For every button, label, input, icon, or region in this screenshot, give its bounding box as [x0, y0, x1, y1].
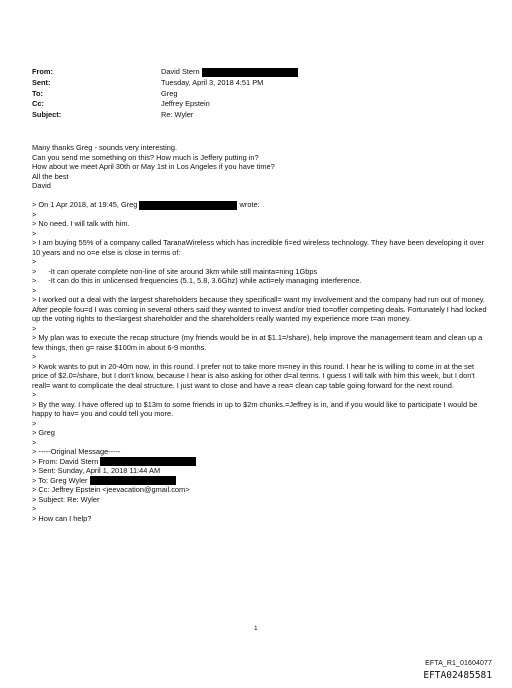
redaction-bar [100, 457, 196, 466]
sent-value: Tuesday, April 3, 2018 4:51 PM [161, 77, 264, 87]
body-line: Can you send me something on this? How much is Jeffery putting in? [32, 152, 259, 162]
quote-marker: > [32, 418, 37, 428]
cc-row [32, 99, 298, 110]
quote-header-wrote: wrote: [239, 200, 260, 209]
quoted-header-line [32, 457, 488, 467]
quoted-line: > No need. I will talk with him. [32, 219, 130, 229]
body-line: Many thanks Greg - sounds very interesting. [32, 143, 178, 152]
quote-marker: > [32, 228, 37, 238]
quote-marker: > [32, 285, 37, 295]
redaction-bar [90, 476, 176, 485]
signature: David [32, 181, 51, 190]
quoted-paragraph: > I worked out a deal with the largest shareholders because they specificall= want my involvement and the company had run out of money. After people fou=d I was coming in several others said they wanted to invest and/or tried to=offer competing deals. Fortunately I had locked up the voting rights to the=largest shareholder and the shareholders really wanted my experience more t=an money. [32, 295, 487, 324]
subject-label: Subject: [32, 110, 62, 120]
redaction-bar [139, 201, 237, 210]
quote-marker: > [32, 323, 37, 333]
page-number: 1 [254, 625, 258, 632]
bullet-text: -It can do this in unlicensed frequencies (5.1, 5.8, 3.6Ghz) while acti=ely managing interference. [48, 276, 362, 286]
quote-marker: > [32, 209, 37, 219]
body-line: All the best [32, 171, 69, 181]
quote-marker: > [32, 257, 37, 267]
redaction-bar [202, 68, 298, 77]
quoted-line: > Greg [32, 428, 55, 438]
subject-row [32, 110, 298, 121]
quoted-header-line: > Subject: Re: Wyler [32, 494, 100, 504]
quote-marker: > [32, 276, 37, 286]
body-line: How about we meet April 30th or May 1st in Los Angeles if you have time? [32, 162, 275, 171]
quote-marker: > [32, 352, 37, 362]
bullet-line [32, 267, 488, 277]
quote-marker: > [32, 390, 37, 400]
cc-value: Jeffrey Epstein [161, 99, 210, 109]
to-value: Greg [161, 88, 178, 98]
cc-label: Cc: [32, 99, 44, 109]
quote-header [32, 200, 488, 210]
bullet-line [32, 276, 488, 286]
sent-row [32, 78, 298, 89]
from-value: David Stern [161, 67, 200, 76]
quoted-line: > How can I help? [32, 513, 92, 523]
quote-marker: > [32, 437, 37, 447]
quote-marker: > [32, 504, 37, 514]
email-body [32, 143, 488, 523]
from-label: From: [32, 67, 53, 76]
to-label: To: [32, 88, 43, 98]
bates-number-small: EFTA_R1_01604077 [425, 660, 492, 667]
to-row [32, 89, 298, 100]
quoted-from: > From: David Stern [32, 456, 99, 466]
quoted-header-line: > Cc: Jeffrey Epstein <jeevacation@gmail.com> [32, 485, 190, 495]
email-header [32, 67, 298, 121]
original-message-separator: > -----Original Message----- [32, 447, 121, 457]
quoted-header-line: > Sent: Sunday, April 1, 2018 11:44 AM [32, 466, 161, 476]
sent-label: Sent: [32, 77, 51, 87]
quoted-to: > To: Greg Wyler [32, 475, 88, 485]
quote-header-text: > On 1 Apr 2018, at 19:45, Greg [32, 200, 138, 209]
quoted-paragraph: > I am buying 55% of a company called TaranaWireless which has incredible fi=ed wireless technology. They have been developing it over 10 years and no o=e else is close in terms of: [32, 238, 484, 257]
from-row [32, 67, 298, 78]
bullet-text: -It can operate complete non-line of site around 3km while still mainta=ning 1Gbps [48, 266, 318, 276]
quoted-header-line [32, 476, 488, 486]
subject-value: Re: Wyler [161, 110, 194, 120]
quoted-paragraph: > Kwok wants to put in 20-40m now, in this round. I prefer not to take more m=ney in this round. I hear he is willing to come in at the set price of $2.0=/share, but I don't know, because I hear is also asking for other d=al terms. I guess I will talk with him this week, but I don't reall= want to complicate the deal structure. I just want to close and have a rea= clean cap table going forward for the next round. [32, 361, 475, 390]
bates-number-large: EFTA02485581 [423, 670, 492, 681]
quoted-paragraph: > My plan was to execute the recap structure (my friends would be in at $1.1=/share), help improve the management team and clean up a few things, then g= raise $100m in about 6-9 months. [32, 333, 483, 352]
quoted-paragraph: > By the way. I have offered up to $13m to some friends in up to $2m chunks.=Jeffrey is in, and if you would like to participate I would be happy to hav= you and could tell you more. [32, 399, 478, 419]
quote-marker: > [32, 266, 37, 276]
